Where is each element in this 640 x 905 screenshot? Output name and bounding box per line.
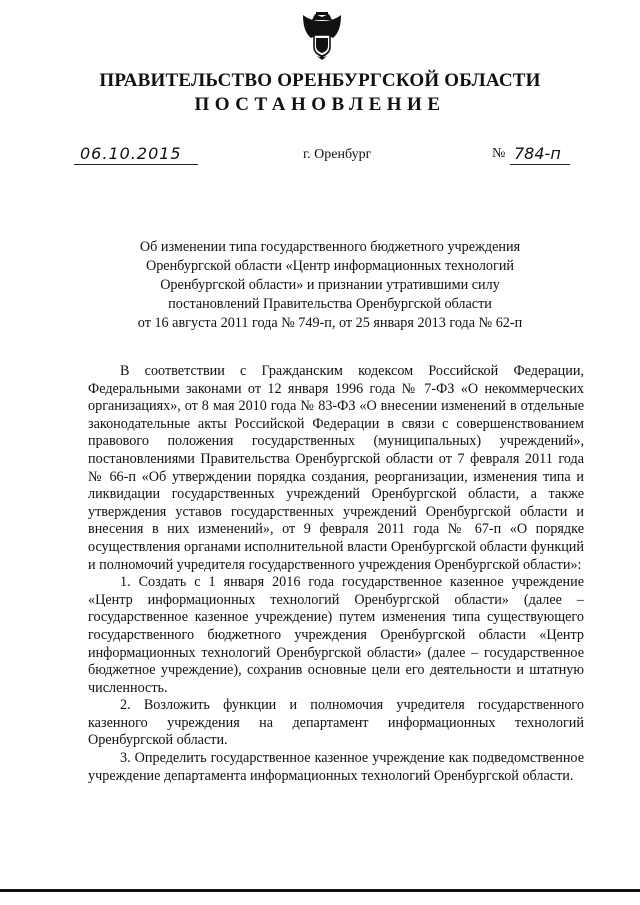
subject-line: Об изменении типа государственного бюджетного учреждения <box>139 239 521 255</box>
clause-3: 3. Определить государственное казенное учреждение как подведомственное учреждение департамента информационных технологий Оренбургской области. <box>88 750 584 784</box>
number-sign: № <box>492 146 506 161</box>
document-type-title: ПОСТАНОВЛЕНИЕ <box>194 94 446 115</box>
subject-line: от 16 августа 2011 года № 749-п, от 25 января 2013 года № 62-п <box>137 315 523 331</box>
clause-2: 2. Возложить функции и полномочия учредителя государственного казенного учреждения на департамент информационных технологий Оренбургской области. <box>88 697 584 749</box>
clause-1: 1. Создать с 1 января 2016 года государственное казенное учреждение «Центр информационных технологий Оренбургской области» (далее – государственное казенное учреждение) путем изменения типа существующего государственного бюджетного учреждения Оренбургской области «Центр информационных технологий Оренбургской области» (далее – государственное бюджетное учреждение), сохранив основные цели его деятельности и штатную численность. <box>88 574 584 696</box>
subject-line: Оренбургской области «Центр информационных технологий <box>145 258 515 274</box>
date-underline <box>74 164 198 165</box>
document-date: 06.10.2015 <box>80 144 182 163</box>
subject-line: Оренбургской области» и признании утратившими силу <box>160 277 500 293</box>
government-title: ПРАВИТЕЛЬСТВО ОРЕНБУРГСКОЙ ОБЛАСТИ <box>99 70 541 91</box>
subject-line: постановлений Правительства Оренбургской области <box>168 296 492 312</box>
preamble-paragraph: В соответствии с Гражданским кодексом Российской Федерации, Федеральными законами от 12 января 1996 года № 7-ФЗ «О некоммерческих организациях», от 8 мая 2010 года № 83-ФЗ «О внесении изменений в отдельные законодательные акты Российской Федерации в связи с совершенствованием правового положения государственных (муниципальных) учреждений», постановлениями Правительства Оренбургской области от 7 февраля 2011 года № 66-п «Об утверждении порядка создания, реорганизации, изменения типа и ликвидации государственных учреждений Оренбургской области, а также утверждения уставов государственных учреждений Оренбургской области и внесения в них изменений», от 9 февраля 2011 года № 67-п «О порядке осуществления органами исполнительной власти Оренбургской области функций и полномочий учредителя государственного учреждения Оренбургской области»: <box>88 363 584 573</box>
page-bottom-rule <box>0 889 640 892</box>
document-subject <box>110 238 550 333</box>
document-meta-row <box>0 144 640 168</box>
document-number: 784-п <box>514 144 561 163</box>
coat-of-arms-icon <box>300 11 344 61</box>
document-body <box>88 363 584 785</box>
number-underline <box>510 164 570 165</box>
document-city: г. Оренбург <box>303 147 372 162</box>
